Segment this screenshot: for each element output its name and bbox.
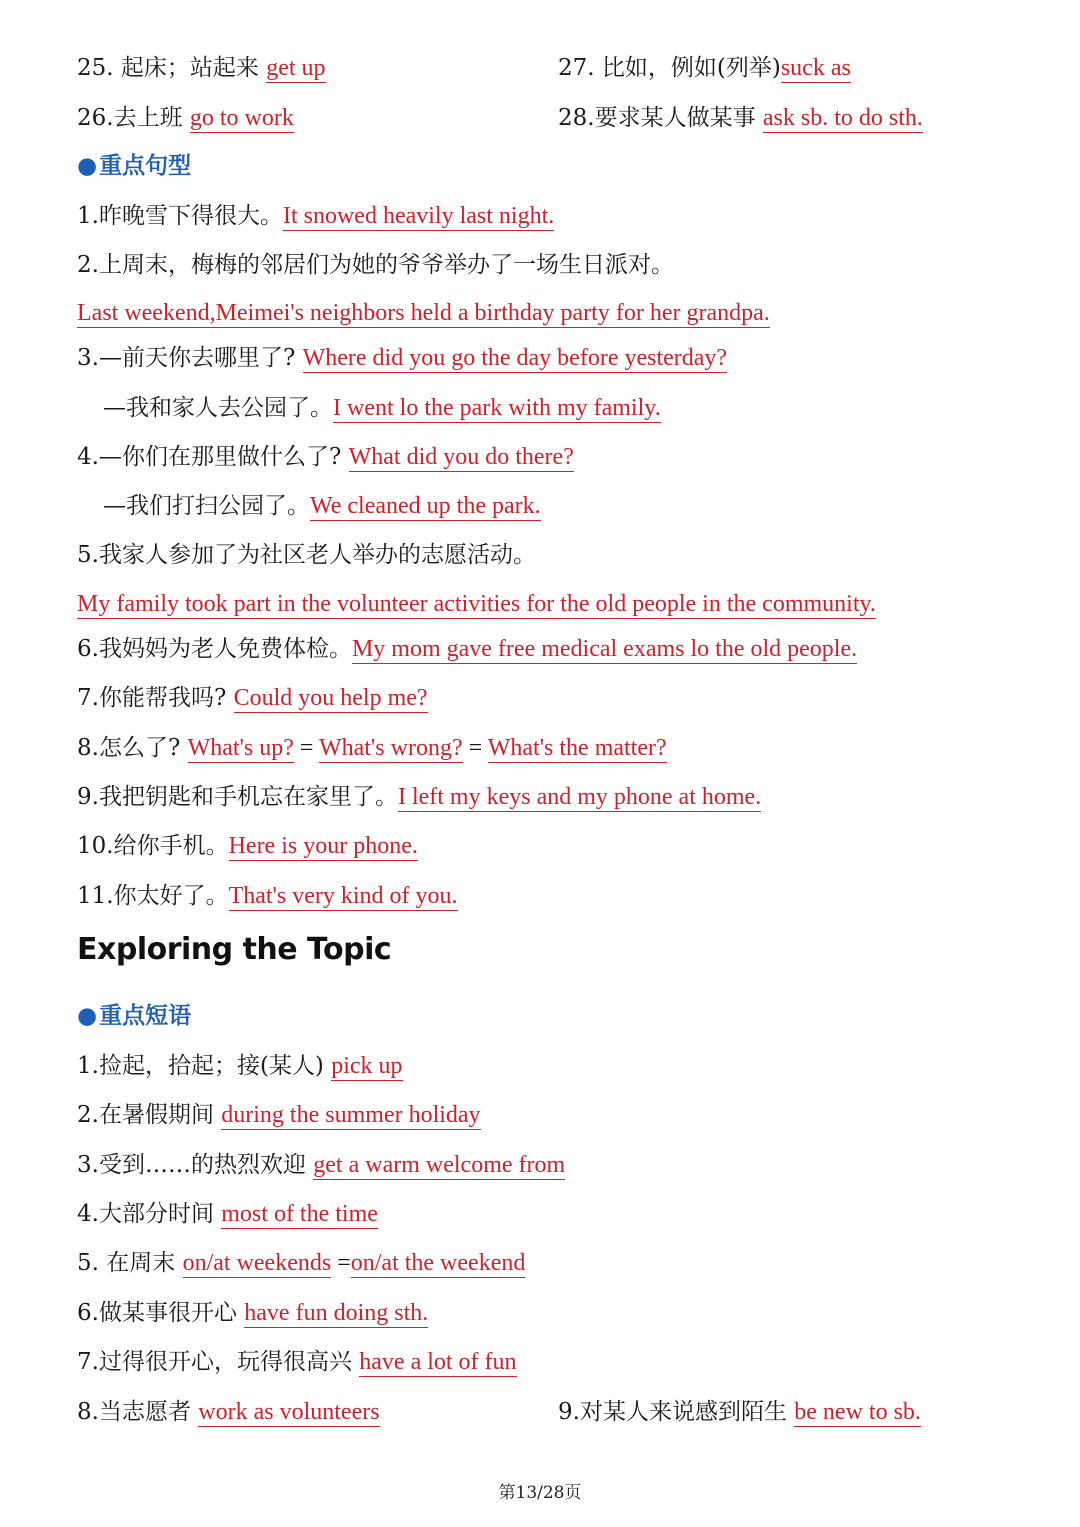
sentence-answer: I went lo the park with my family. [333, 395, 661, 421]
sentence-cn: 6.我妈妈为老人免费体检。 [77, 636, 352, 662]
phrase-26 [77, 103, 294, 133]
phrase-cn: 7.过得很开心，玩得很高兴 [77, 1349, 360, 1375]
equals-sign: = [293, 735, 319, 761]
phrase-answer: have fun doing sth. [244, 1300, 429, 1326]
phrase-4 [77, 1199, 378, 1229]
sentence-answer: Here is your phone. [228, 833, 418, 859]
sentence-answer: We cleaned up the park. [310, 493, 541, 519]
phrase-cn: 6.做某事很开心 [77, 1300, 245, 1326]
section-title: Exploring the Topic [77, 932, 392, 967]
sentence-cn: 9.我把钥匙和手机忘在家里了。 [77, 784, 398, 810]
sentence-cn: 10.给你手机。 [77, 833, 229, 859]
sentence-5-cn [77, 540, 536, 570]
phrase-5 [77, 1248, 525, 1278]
page-number: 第13/28页 [498, 1483, 582, 1503]
sentence-cn: 5.我家人参加了为社区老人举办的志愿活动。 [77, 542, 536, 568]
sentence-1 [77, 201, 554, 231]
sentence-9 [77, 782, 761, 812]
phrase-answer: during the summer holiday [221, 1102, 481, 1128]
phrase-answer: get a warm welcome from [313, 1152, 566, 1178]
sentence-cn: 11.你太好了。 [77, 883, 229, 909]
phrase-answer: on/at weekends [182, 1250, 332, 1276]
sentence-answer: I left my keys and my phone at home. [397, 784, 762, 810]
phrase-6 [77, 1298, 428, 1328]
phrase-cn: 27. 比如，例如(列举) [558, 55, 781, 81]
sentence-3b [103, 393, 661, 423]
sentence-answer: It snowed heavily last night. [282, 203, 555, 229]
phrase-answer: pick up [331, 1053, 403, 1079]
heading-text: 重点句型 [99, 152, 192, 179]
phrase-answer: go to work [189, 105, 294, 131]
phrase-answer: suck as [780, 55, 851, 81]
sentence-8 [77, 733, 667, 763]
phrase-cn: 25. 起床；站起来 [77, 55, 267, 81]
phrase-cn: 3.受到……的热烈欢迎 [77, 1152, 314, 1178]
sentence-answer: What's wrong? [319, 735, 463, 761]
sentence-answer: My mom gave free medical exams lo the old people. [351, 636, 858, 662]
phrase-cn: 9.对某人来说感到陌生 [558, 1399, 795, 1425]
sentence-4a [77, 442, 574, 472]
phrase-cn: 5. 在周末 [77, 1250, 183, 1276]
sentence-2-cn [77, 250, 674, 280]
sentence-answer: Where did you go the day before yesterday? [302, 345, 728, 371]
phrase-answer: most of the time [221, 1201, 378, 1227]
phrase-9 [558, 1397, 921, 1427]
sentence-7 [77, 683, 428, 713]
phrase-7 [77, 1347, 517, 1377]
sentence-cn: 2.上周末，梅梅的邻居们为她的爷爷举办了一场生日派对。 [77, 252, 674, 278]
equals-sign: = [331, 1250, 351, 1276]
sentence-answer: Last weekend,Meimei's neighbors held a birthday party for her grandpa. [77, 300, 770, 326]
sentence-answer: What's the matter? [487, 735, 667, 761]
phrase-cn: 4.大部分时间 [77, 1201, 222, 1227]
sentence-answer: What did you do there? [348, 444, 574, 470]
sentence-cn: 3.—前天你去哪里了? [77, 345, 303, 371]
phrase-1 [77, 1051, 403, 1081]
phrase-cn: 28.要求某人做某事 [558, 105, 763, 131]
sentences-heading [77, 151, 191, 181]
phrase-cn: 8.当志愿者 [77, 1399, 199, 1425]
sentence-cn: 8.怎么了? [77, 735, 188, 761]
phrase-answer: be new to sb. [794, 1399, 921, 1425]
bullet-icon: ● [77, 1002, 98, 1029]
phrase-8 [77, 1397, 380, 1427]
phrase-2 [77, 1100, 481, 1130]
sentence-cn: —我们打扫公园了。 [103, 493, 310, 519]
sentence-5-en [77, 589, 876, 619]
sentence-11 [77, 881, 458, 911]
sentence-2-en [77, 298, 770, 328]
sentence-cn: —我和家人去公园了。 [103, 395, 333, 421]
bullet-icon: ● [77, 152, 98, 179]
sentence-answer: My family took part in the volunteer activities for the old people in the community. [77, 591, 876, 617]
phrase-answer: have a lot of fun [359, 1349, 517, 1375]
phrases-heading [77, 1001, 191, 1031]
phrase-answer: ask sb. to do sth. [762, 105, 923, 131]
equals-sign: = [462, 735, 488, 761]
phrase-3 [77, 1150, 565, 1180]
phrase-25 [77, 53, 326, 83]
sentence-3a [77, 343, 727, 373]
heading-text: 重点短语 [99, 1002, 192, 1029]
sentence-6 [77, 634, 857, 664]
phrase-cn: 26.去上班 [77, 105, 190, 131]
phrase-answer: get up [266, 55, 326, 81]
sentence-answer: What's up? [187, 735, 294, 761]
phrase-answer: work as volunteers [198, 1399, 380, 1425]
phrase-cn: 2.在暑假期间 [77, 1102, 222, 1128]
sentence-cn: 7.你能帮我吗? [77, 685, 234, 711]
sentence-answer: That's very kind of you. [228, 883, 458, 909]
phrase-cn: 1.捡起，拾起；接(某人) [77, 1053, 332, 1079]
sentence-cn: 1.昨晚雪下得很大。 [77, 203, 283, 229]
phrase-answer: on/at the weekend [350, 1250, 526, 1276]
phrase-27 [558, 53, 851, 83]
phrase-28 [558, 103, 923, 133]
sentence-4b [103, 491, 541, 521]
sentence-cn: 4.—你们在那里做什么了? [77, 444, 349, 470]
sentence-answer: Could you help me? [233, 685, 428, 711]
sentence-10 [77, 831, 418, 861]
